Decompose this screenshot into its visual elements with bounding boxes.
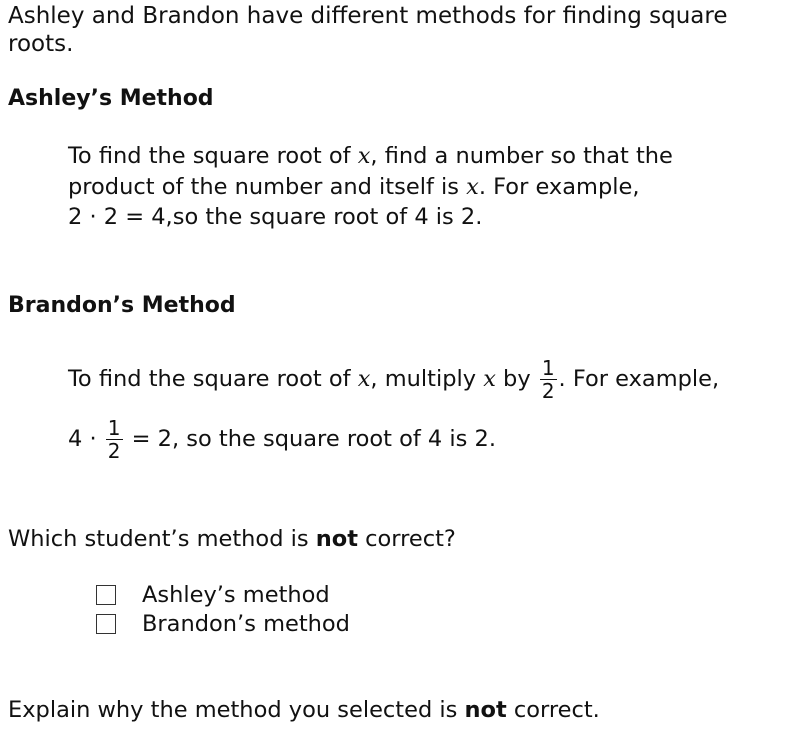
brandon-line-1-b: , multiply — [370, 366, 484, 392]
brandon-line-1 — [68, 356, 719, 402]
fraction-numerator: 1 — [541, 356, 555, 380]
ashley-line-1-a: To find the square root of — [68, 143, 358, 169]
ashley-line-3 — [68, 202, 482, 232]
option-ashley-label: Ashley’s method — [142, 582, 330, 608]
explain-text-a: Explain why the method you selected is — [8, 697, 465, 723]
explain-text-b: correct. — [506, 697, 600, 723]
variable-x: x — [483, 366, 496, 392]
brandon-method-heading: Brandon’s Method — [8, 293, 236, 318]
ashley-line-2 — [68, 172, 639, 202]
brandon-line-1-a: To find the square root of — [68, 366, 358, 392]
fraction-denominator: 2 — [107, 439, 121, 463]
ashley-equation: 2 · 2 = 4, — [68, 204, 173, 230]
variable-x: x — [357, 366, 371, 392]
option-brandon-label: Brandon’s method — [142, 611, 350, 637]
brandon-line-2-a: 4 · — [68, 426, 104, 452]
question-text-a: Which student’s method is — [8, 526, 316, 552]
intro-text — [8, 2, 728, 58]
option-ashley[interactable] — [96, 581, 330, 609]
ashley-line-2-a: product of the number and itself is — [68, 174, 467, 200]
fraction-numerator: 1 — [107, 416, 121, 440]
checkbox-brandon[interactable] — [96, 614, 116, 634]
brandon-line-1-c: by — [495, 366, 538, 392]
variable-x: x — [466, 174, 479, 200]
question-emphasis: not — [315, 526, 358, 552]
ashley-line-1-b: , find a number so that the — [370, 143, 673, 169]
option-brandon[interactable] — [96, 610, 350, 638]
explain-prompt — [8, 695, 600, 725]
brandon-line-1-d: . For example, — [558, 366, 720, 392]
ashley-line-3-text: so the square root of 4 is 2. — [172, 204, 483, 230]
ashley-line-2-b: . For example, — [478, 174, 640, 200]
ashley-method-heading: Ashley’s Method — [8, 86, 214, 111]
explain-emphasis: not — [464, 697, 507, 723]
variable-x: x — [357, 143, 371, 169]
intro-line-2: roots. — [8, 31, 74, 57]
fraction-denominator: 2 — [541, 379, 555, 403]
brandon-line-2 — [68, 416, 496, 462]
fraction-one-half — [540, 358, 557, 401]
intro-line-1: Ashley and Brandon have different methods for finding square — [8, 3, 728, 29]
checkbox-ashley[interactable] — [96, 585, 116, 605]
question-text — [8, 524, 456, 554]
fraction-one-half — [106, 418, 123, 461]
question-text-b: correct? — [357, 526, 456, 552]
ashley-line-1 — [68, 141, 673, 171]
brandon-line-2-b: = 2, so the square root of 4 is 2. — [124, 426, 496, 452]
